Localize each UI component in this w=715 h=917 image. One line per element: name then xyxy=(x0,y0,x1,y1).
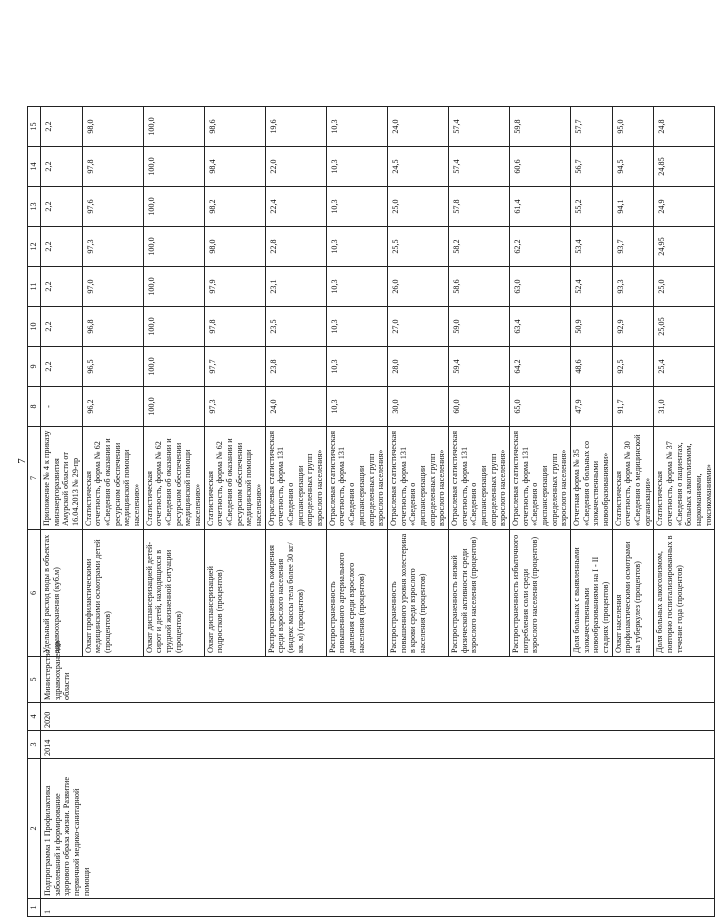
indicator-value: 50,9 xyxy=(570,307,612,347)
indicator-value: 2,2 xyxy=(41,307,83,347)
indicator-value: 92,5 xyxy=(612,347,654,387)
column-number-2: 2 xyxy=(28,759,41,899)
indicator-value: 93,3 xyxy=(612,267,654,307)
column-number-3: 3 xyxy=(28,731,41,759)
indicator-value: 2,2 xyxy=(41,347,83,387)
indicator-value: 100,0 xyxy=(143,387,204,427)
indicator-source: Статистическая отчетность, форма № 37 «Сведения о пациентах, больных алкоголизмом, наркоманиями, токсикоманиями» xyxy=(654,427,715,530)
indicator-value: 94,1 xyxy=(612,187,654,227)
indicators-table xyxy=(27,106,715,917)
indicator-value: 100,0 xyxy=(143,147,204,187)
indicator-value: 48,6 xyxy=(570,347,612,387)
indicator-value: 98,2 xyxy=(204,187,265,227)
indicator-value: 100,0 xyxy=(143,107,204,147)
indicator-value: 24,0 xyxy=(265,387,326,427)
indicator-value: 100,0 xyxy=(143,267,204,307)
indicator-value: 60,6 xyxy=(509,147,570,187)
indicator-value: 23,1 xyxy=(265,267,326,307)
indicator-value: 57,4 xyxy=(448,107,509,147)
indicator-source: Отчетная форма № 35 «Сведения о больных со злокачественными новообразованиями» xyxy=(570,427,612,530)
indicator-name: Охват профилактическими медицинскими осмотрами детей (процентов) xyxy=(82,530,143,657)
indicator-value: 64,2 xyxy=(509,347,570,387)
indicator-name: Распространенность низкой физической активности среди взрослого населения (процентов) xyxy=(448,530,509,657)
indicator-value: 47,9 xyxy=(570,387,612,427)
indicator-source: Отраслевая статистическая отчетность, форма 131 «Сведения о диспансеризации определенных групп взрослого населения» xyxy=(509,427,570,530)
indicator-value: 10,3 xyxy=(326,107,387,147)
indicator-value: 25,4 xyxy=(654,347,715,387)
indicator-value: 52,4 xyxy=(570,267,612,307)
indicator-value: 22,4 xyxy=(265,187,326,227)
indicator-value: 24,8 xyxy=(654,107,715,147)
indicator-value: 27,0 xyxy=(387,307,448,347)
indicator-value: 97,3 xyxy=(204,387,265,427)
year-end: 2020 xyxy=(41,703,715,731)
indicator-source: Приложение № 4 к приказу минэнергоразвития Амурской области от 16.04.2013 № 29-пр xyxy=(41,427,83,530)
indicator-value: 23,8 xyxy=(265,347,326,387)
indicator-value: 2,2 xyxy=(41,147,83,187)
indicator-value: 100,0 xyxy=(143,307,204,347)
indicator-name: Распространенность повышенного артериального давления среди взрослого населения (процентов) xyxy=(326,530,387,657)
indicator-value: 10,3 xyxy=(326,227,387,267)
indicator-name: Охват диспансеризацией подростков (процентов) xyxy=(204,530,265,657)
indicator-value: 97,0 xyxy=(82,267,143,307)
indicator-value: 25,05 xyxy=(654,307,715,347)
indicator-value: 60,0 xyxy=(448,387,509,427)
indicator-value: 22,8 xyxy=(265,227,326,267)
indicator-source: Отраслевая статистическая отчетность, форма 131 «Сведения о диспансеризации определенных групп взрослого населения» xyxy=(387,427,448,530)
indicator-value: 31,0 xyxy=(654,387,715,427)
indicator-value: 96,2 xyxy=(82,387,143,427)
indicator-source: Отраслевая статистическая отчетность, форма 131 «Сведения о диспансеризации определенных групп взрослого населения» xyxy=(326,427,387,530)
indicator-value: 57,8 xyxy=(448,187,509,227)
indicator-value: 24,5 xyxy=(387,147,448,187)
indicator-value: 100,0 xyxy=(143,347,204,387)
indicator-value: 23,5 xyxy=(265,307,326,347)
program-name: Подпрограмма 1 Профилактика заболеваний и формирование здорового образа жизни. Развитие первичной медико-санитарной помощи xyxy=(41,759,715,899)
indicators-table-sheet xyxy=(27,107,713,917)
indicator-value: 97,8 xyxy=(204,307,265,347)
indicator-value: 24,0 xyxy=(387,107,448,147)
table-body xyxy=(41,107,715,917)
indicator-name: Охват диспансеризацией детей-сирот и детей, находящихся в трудной жизненной ситуации (процентов) xyxy=(143,530,204,657)
indicator-value: 63,4 xyxy=(509,307,570,347)
indicator-value: 97,6 xyxy=(82,187,143,227)
year-start: 2014 xyxy=(41,731,715,759)
indicator-name: Распространенность ожирения среди взрослого населения (индекс массы тела более 30 кг/кв. м) (процентов) xyxy=(265,530,326,657)
indicator-value: 25,0 xyxy=(387,187,448,227)
column-number-1: 1 xyxy=(28,899,41,917)
indicator-value: 28,0 xyxy=(387,347,448,387)
indicator-value: 94,5 xyxy=(612,147,654,187)
indicator-value: 98,0 xyxy=(204,227,265,267)
indicator-value: 53,4 xyxy=(570,227,612,267)
indicator-value: 61,4 xyxy=(509,187,570,227)
indicator-value: 97,7 xyxy=(204,347,265,387)
table-row xyxy=(41,107,83,917)
column-number-10: 10 xyxy=(28,307,41,347)
indicator-value: 24,85 xyxy=(654,147,715,187)
indicator-value: 30,0 xyxy=(387,387,448,427)
column-number-6: 6 xyxy=(28,530,41,657)
indicator-value: 95,0 xyxy=(612,107,654,147)
column-number-row xyxy=(28,107,41,917)
indicator-value: 25,5 xyxy=(387,227,448,267)
indicator-value: 10,3 xyxy=(326,267,387,307)
indicator-value: 100,0 xyxy=(143,187,204,227)
indicator-value: 96,5 xyxy=(82,347,143,387)
indicator-name: Доля больных с выявленными злокачественными новообразованиями на I - II стадиях (процентов) xyxy=(570,530,612,657)
indicator-source: Отраслевая статистическая отчетность, форма 131 «Сведения о диспансеризации определенных групп взрослого населения» xyxy=(448,427,509,530)
column-number-15: 15 xyxy=(28,107,41,147)
indicator-value: 56,7 xyxy=(570,147,612,187)
indicator-value: 96,8 xyxy=(82,307,143,347)
indicator-value: 10,3 xyxy=(326,347,387,387)
indicator-value: 93,7 xyxy=(612,227,654,267)
column-number-4: 4 xyxy=(28,703,41,731)
column-number-11: 11 xyxy=(28,267,41,307)
indicator-name: Охват населения профилактическими осмотрами на туберкулез (процентов) xyxy=(612,530,654,657)
indicator-source: Статистическая отчетность, форма № 62 «Сведения об оказании и ресурсном обеспечении медицинской помощи населению» xyxy=(82,427,143,530)
indicator-value: 24,95 xyxy=(654,227,715,267)
indicator-value: 57,4 xyxy=(448,147,509,187)
indicator-value: 10,3 xyxy=(326,307,387,347)
indicator-value: - xyxy=(41,387,83,427)
column-number-9: 9 xyxy=(28,347,41,387)
column-number-14: 14 xyxy=(28,147,41,187)
indicator-value: 91,7 xyxy=(612,387,654,427)
indicator-value: 98,4 xyxy=(204,147,265,187)
indicator-value: 62,2 xyxy=(509,227,570,267)
column-number-8: 8 xyxy=(28,387,41,427)
indicator-value: 10,3 xyxy=(326,147,387,187)
indicator-value: 2,2 xyxy=(41,107,83,147)
indicator-value: 26,0 xyxy=(387,267,448,307)
indicator-value: 59,0 xyxy=(448,307,509,347)
indicator-value: 2,2 xyxy=(41,267,83,307)
indicator-value: 2,2 xyxy=(41,227,83,267)
indicator-value: 97,8 xyxy=(82,147,143,187)
indicator-value: 19,6 xyxy=(265,107,326,147)
row-number: 1 xyxy=(41,899,715,917)
indicator-value: 97,9 xyxy=(204,267,265,307)
column-number-12: 12 xyxy=(28,227,41,267)
indicator-value: 24,9 xyxy=(654,187,715,227)
indicator-source: Статистическая отчетность, форма № 62 «Сведения об оказании и ресурсном обеспечении медицинской помощи населению» xyxy=(204,427,265,530)
indicator-source: Статистическая отчетность, форма № 62 «Сведения об оказании и ресурсном обеспечении медицинской помощи населению» xyxy=(143,427,204,530)
indicator-value: 10,3 xyxy=(326,187,387,227)
column-number-13: 13 xyxy=(28,187,41,227)
indicator-value: 25,0 xyxy=(654,267,715,307)
indicator-value: 97,3 xyxy=(82,227,143,267)
responsible-executor: Министерство здравоохранения области xyxy=(41,657,715,703)
indicator-name: Удельный расход воды в объектах здравоохранения (куб.м) xyxy=(41,530,83,657)
indicator-value: 2,2 xyxy=(41,187,83,227)
indicator-value: 10,3 xyxy=(326,387,387,427)
indicator-name: Распространенность повышенного уровня холестерина в крови среди взрослого населения (процентов) xyxy=(387,530,448,657)
indicator-value: 58,2 xyxy=(448,227,509,267)
page-number: 7 xyxy=(15,458,28,464)
indicator-value: 58,6 xyxy=(448,267,509,307)
indicator-value: 55,2 xyxy=(570,187,612,227)
indicator-value: 92,9 xyxy=(612,307,654,347)
indicator-name: Распространенность избыточного потребления соли среди взрослого населения (процентов) xyxy=(509,530,570,657)
indicator-value: 100,0 xyxy=(143,227,204,267)
indicator-source: Статистическая отчетность, форма № 30 «Сведения о медицинской организации» xyxy=(612,427,654,530)
column-number-7: 7 xyxy=(28,427,41,530)
indicator-value: 59,4 xyxy=(448,347,509,387)
column-number-5: 5 xyxy=(28,657,41,703)
indicator-value: 59,8 xyxy=(509,107,570,147)
indicator-source: Отраслевая статистическая отчетность, форма 131 «Сведения о диспансеризации определенных групп взрослого населения» xyxy=(265,427,326,530)
indicator-value: 98,6 xyxy=(204,107,265,147)
indicator-value: 22,0 xyxy=(265,147,326,187)
indicator-value: 57,7 xyxy=(570,107,612,147)
indicator-value: 98,0 xyxy=(82,107,143,147)
indicator-value: 65,0 xyxy=(509,387,570,427)
indicator-value: 63,0 xyxy=(509,267,570,307)
indicator-name: Доля больных алкоголизмом, повторно госпитализированных в течение года (процентов) xyxy=(654,530,715,657)
